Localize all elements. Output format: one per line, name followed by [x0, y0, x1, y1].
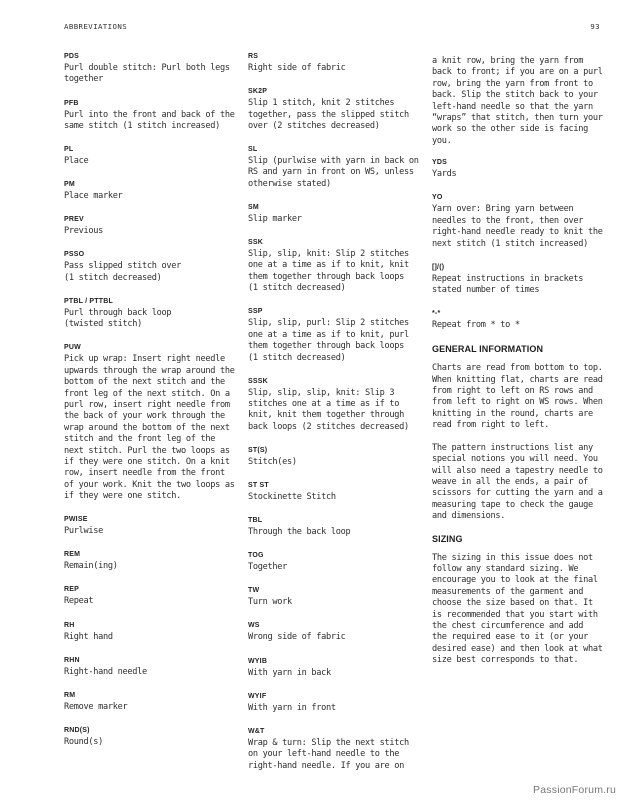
abbreviation-entry: [248, 621, 424, 643]
abbreviation-entry: [248, 87, 424, 132]
general-paragraph: Charts are read from bottom to top. When knitting flat, charts are read from right to left on RS rows and from left to right on WS rows. When knitting in the round, charts are read from right to left.: [432, 363, 603, 431]
abbreviation-definition: Slip marker: [248, 213, 302, 224]
abbreviation-entry: [64, 145, 242, 167]
abbreviation-entry: [64, 550, 242, 572]
abbreviation-definition: Slip, slip, purl: Slip 2 stitches one at a time as if to knit, purl them together through back loops (1 stitch decreased): [248, 318, 409, 363]
abbreviation-term: RHN: [64, 656, 80, 664]
abbreviation-definition: Pass slipped stitch over (1 stitch decreased): [64, 261, 181, 283]
abbreviation-term: ST ST: [248, 482, 269, 490]
abbreviation-definition: Place: [64, 156, 89, 166]
abbreviation-definition: Slip 1 stitch, knit 2 stitches together, pass the slipped stitch over (2 stitches decreased): [248, 98, 409, 131]
abbreviation-definition: Pick up wrap: Insert right needle upwards through the wrap around the bottom of the next stitch and the front leg of the next stitch. On a purl row, insert right needle from the back of your work through the wrap around the bottom of the next stitch and the front leg of the next stitch. Purl the two loops as if they were one stitch. On a knit row, insert needle from the front of your work. Knit the two loops as if they were one stitch.: [64, 354, 235, 502]
abbreviation-entry: [248, 692, 424, 714]
section-title: ABBREVIATIONS: [64, 22, 128, 31]
abbreviation-definition: Place marker: [64, 191, 123, 202]
abbreviation-entry: [248, 516, 424, 538]
abbreviation-term: PL: [64, 146, 74, 153]
running-header: [64, 22, 600, 34]
abbreviation-entry: [248, 238, 424, 295]
abbreviation-term: PFB: [64, 99, 79, 107]
sizing-heading: SIZING: [432, 533, 463, 544]
abbreviation-definition: Purl double stitch: Purl both legs together: [64, 63, 230, 85]
abbreviation-term: SSSK: [248, 377, 268, 385]
abbreviation-term: PWISE: [64, 516, 88, 524]
abbreviation-definition: Yarn over: Bring yarn between needles to the front, then over right-hand needle ready to knit the next stitch (1 stitch increased): [432, 204, 603, 249]
abbreviation-definition: Slip, slip, knit: Slip 2 stitches one at a time as if to knit, knit them together through back loops (1 stitch decreased): [248, 249, 409, 294]
abbreviation-term: SL: [248, 146, 258, 153]
abbreviation-definition: Slip (purlwise with yarn in back on RS and yarn in front on WS, unless otherwise stated): [248, 156, 419, 189]
abbreviation-definition: With yarn in front: [248, 702, 336, 713]
abbreviation-definition: Yards: [432, 169, 457, 180]
abbreviation-entry: [64, 180, 242, 202]
abbreviation-term: PM: [64, 181, 75, 189]
abbreviation-entry: [64, 215, 242, 237]
abbreviation-entry: [432, 158, 604, 180]
abbreviation-term: PUW: [64, 344, 81, 352]
abbreviation-entry: [64, 656, 242, 678]
abbreviation-term: RND(S): [64, 726, 90, 734]
abbreviation-term: PTBL / PTTBL: [64, 297, 113, 305]
abbreviation-definition: Round(s): [64, 736, 103, 747]
abbreviation-term: RH: [64, 621, 75, 629]
sizing-paragraph: The sizing in this issue does not follow any standard sizing. We encourage you to look at the final measurements of the garment and choose the size based on that. It is recommended that you start with the chest circumference and add the required ease to it (or your desired ease) and then look at what size best corresponds to that.: [432, 552, 603, 666]
abbreviation-term: TW: [248, 587, 260, 595]
abbreviation-entry: [248, 307, 424, 364]
abbreviation-term: ST(S): [248, 446, 268, 454]
abbreviation-entry: [64, 297, 242, 331]
abbreviation-entry: [248, 203, 424, 225]
abbreviation-definition: Previous: [64, 226, 103, 237]
abbreviation-term: PREV: [64, 216, 84, 224]
site-watermark: PassionForum.ru: [533, 784, 616, 796]
abbreviation-term: REM: [64, 551, 81, 559]
abbreviation-entry: [248, 446, 424, 468]
abbreviation-entry: [248, 377, 424, 434]
abbreviation-entry: [64, 52, 242, 86]
abbreviations-column-1: [64, 52, 242, 761]
abbreviation-entry: [64, 726, 242, 748]
abbreviation-definition: Repeat: [64, 596, 94, 607]
abbreviation-definition: Purl through back loop (twisted stitch): [64, 307, 172, 330]
abbreviation-entry: [248, 586, 424, 608]
abbreviation-definition: Right hand: [64, 631, 113, 642]
abbreviation-term: TOG: [248, 552, 264, 560]
abbreviation-definition: Stockinette Stitch: [248, 492, 336, 503]
abbreviation-entry: [64, 621, 242, 643]
abbreviation-entry: [432, 309, 604, 331]
abbreviation-entry: [248, 145, 424, 190]
abbreviation-definition: Remove marker: [64, 701, 128, 712]
abbreviation-term: RS: [248, 53, 259, 60]
abbreviation-definition: Wrong side of fabric: [248, 632, 346, 643]
abbreviation-definition: Remain(ing): [64, 561, 118, 572]
general-information-heading: GENERAL INFORMATION: [432, 344, 544, 355]
abbreviation-definition: Repeat instructions in brackets stated number of times: [432, 273, 584, 296]
page-number: 93: [590, 22, 600, 31]
abbreviation-term: SSP: [248, 308, 263, 316]
abbreviation-definition: With yarn in back: [248, 667, 331, 678]
abbreviation-entry: [432, 263, 604, 297]
abbreviation-definition: Right-hand needle: [64, 666, 147, 677]
wrap-turn-continuation: a knit row, bring the yarn from back to front; if you are on a purl row, bring the yarn from front to back. Slip the stitch back to your left-hand needle so that the yarn “wraps” that stitch, then turn your work so the other side is facing you.: [432, 56, 603, 146]
abbreviation-term: PSSO: [64, 251, 85, 259]
abbreviation-definition: Slip, slip, slip, knit: Slip 3 stitches one at a time as if to knit, knit them together through back loops (2 stitches decreased): [248, 387, 409, 432]
abbreviation-entry: [248, 727, 424, 772]
abbreviation-entry: [64, 691, 242, 713]
abbreviation-definition: Purlwise: [64, 526, 103, 537]
abbreviation-definition: Stitch(es): [248, 456, 297, 467]
abbreviation-entry: [64, 250, 242, 284]
abbreviation-term: RM: [64, 691, 76, 699]
abbreviation-term: PDS: [64, 53, 79, 60]
abbreviation-definition: Wrap & turn: Slip the next stitch on your left-hand needle to the right-hand needle. If you are on: [248, 737, 409, 771]
abbreviation-term: YO: [432, 194, 443, 202]
abbreviation-term: REP: [64, 586, 79, 594]
abbreviation-entry: [248, 551, 424, 573]
abbreviation-term: WYIF: [248, 692, 267, 700]
abbreviation-entry: [64, 585, 242, 607]
abbreviation-entry: [64, 343, 242, 502]
abbreviation-entry: [248, 657, 424, 679]
abbreviation-definition: Through the back loop: [248, 527, 351, 538]
abbreviation-entry: [64, 515, 242, 537]
abbreviation-term: SK2P: [248, 88, 268, 96]
abbreviation-term: *-*: [432, 310, 441, 318]
abbreviations-column-2: [248, 52, 424, 785]
abbreviation-term: []/(): [432, 263, 445, 271]
abbreviation-definition: Repeat from * to *: [432, 320, 520, 331]
abbreviation-term: SM: [248, 203, 259, 211]
abbreviation-definition: Right side of fabric: [248, 63, 346, 73]
abbreviation-term: W&T: [248, 727, 265, 735]
abbreviation-definition: Together: [248, 562, 287, 573]
abbreviation-entry: [432, 193, 604, 250]
abbreviation-entry: [248, 481, 424, 503]
abbreviation-term: WS: [248, 622, 260, 630]
abbreviation-entry: [248, 52, 424, 74]
abbreviation-term: YDS: [432, 159, 447, 167]
abbreviation-entry: [64, 99, 242, 133]
abbreviation-definition: Turn work: [248, 597, 292, 608]
abbreviation-term: SSK: [248, 239, 263, 246]
abbreviation-definition: Purl into the front and back of the same stitch (1 stitch increased): [64, 109, 235, 131]
general-paragraph: The pattern instructions list any special notions you will need. You will also need a tapestry needle to weave in all the ends, a pair of scissors for cutting the yarn and a measuring tape to check the gauge and dimensions.: [432, 442, 603, 522]
abbreviations-column-3: [432, 56, 604, 678]
abbreviation-term: WYIB: [248, 657, 268, 665]
abbreviation-list: [432, 158, 604, 331]
abbreviation-term: TBL: [248, 517, 263, 525]
